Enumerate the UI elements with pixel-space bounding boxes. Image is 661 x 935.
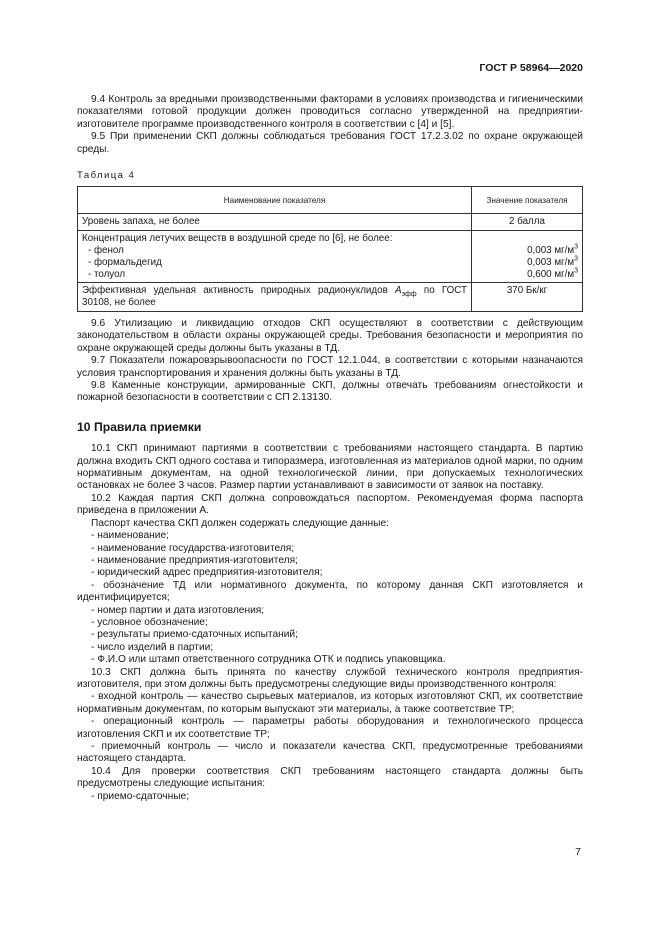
table-header-row [78, 187, 583, 214]
table-row [78, 214, 583, 231]
list-item: - наименование государства-изготовителя; [91, 542, 295, 554]
list-item: - результаты приемо-сдаточных испытаний; [91, 629, 298, 641]
page-number: 7 [575, 846, 581, 858]
list-item: - обозначение ТД или нормативного документа, по которому данная СКП изготовляется и идентифицируется; [77, 579, 583, 604]
list-item: - операционный контроль — параметры работы оборудования и технологического процесса изготовления СКП и их соответствие ТР; [77, 716, 583, 740]
table-row [78, 283, 583, 312]
table-cell-value [472, 231, 583, 283]
substance-phenol: - фенол [88, 245, 124, 257]
table-caption: Таблица 4 [77, 170, 136, 182]
paragraph-9-8: 9.8 Каменные конструкции, армированные СКП, должны отвечать требованиям огнестойкости и пожарной безопасности в соответствии с СП 2.13130. [77, 380, 583, 404]
paragraph-10-2: 10.2 Каждая партия СКП должна сопровождаться паспортом. Рекомендуемая форма паспорта приведена в приложении А. [77, 492, 583, 517]
table-4 [77, 186, 583, 312]
concentration-label: Концентрация летучих веществ в воздушной среде по [6], не более: [82, 233, 393, 245]
list-item: - условное обозначение; [91, 616, 208, 628]
table-header-value: Значение показателя [472, 187, 583, 214]
list-item: - наименование; [91, 530, 169, 542]
list-item: - наименование предприятия-изготовителя; [91, 554, 298, 566]
paragraph-10-3: 10.3 СКП должна быть принята по качеству службой технического контроля предприятия-изготовителя, при этом должны быть предусмотрены следующие виды производственного контроля: [77, 666, 583, 690]
paragraph-9-6: 9.6 Утилизацию и ликвидацию отходов СКП осуществляют в соответствии с действующим законодательством в области охраны окружающей среды. Требования безопасности и мероприятия по охране окружающей среды должны быть указаны в ТД. [77, 318, 583, 354]
value-formaldehyde: 0,003 $мг/м^3$ [527, 255, 578, 268]
table-cell-name [78, 231, 472, 283]
list-item: - входной контроль — качество сырьевых материалов, из которых изготовляют СКП, их соответствие нормативным документам, по которым выпускают эти материалы, а также соответствие ТР; [77, 691, 583, 715]
section-title: 10 Правила приемки [77, 419, 202, 434]
table-row [78, 231, 583, 283]
substance-toluene: - толуол [88, 268, 126, 280]
list-item: - приемочный контроль — число и показатели качества СКП, предусмотренные требованиями настоящего стандарта. [77, 741, 583, 765]
table-cell-value: 2 балла [472, 214, 583, 231]
substance-formaldehyde: - формальдегид [88, 256, 162, 268]
paragraph-9-4: 9.4 Контроль за вредными производственными факторами в условиях производства и гигиеническими показателями готовой продукции должен проводиться согласно утвержденной на предприятии-изготовителе программе производственного контроля в соответствии с [4] и [5]. [77, 94, 583, 130]
document-header: ГОСТ Р 58964—2020 [479, 62, 583, 74]
table-cell-value: 370 Бк/кг [472, 283, 583, 312]
table-cell-name: Уровень запаха, не более [78, 214, 472, 231]
paragraph-9-7: 9.7 Показатели пожаровзрывоопасности по ГОСТ 12.1.044, в соответствии с которыми назначаются условия транспортирования и хранения должны быть указаны в ТД. [77, 355, 583, 379]
list-item: - Ф.И.О или штамп ответственного сотрудника ОТК и подпись упаковщика. [91, 654, 446, 666]
paragraph-10-4: 10.4 Для проверки соответствия СКП требованиям настоящего стандарта должны быть предусмотрены следующие испытания: [77, 765, 583, 790]
passport-intro: Паспорт качества СКП должен содержать следующие данные: [91, 517, 389, 529]
list-item: - номер партии и дата изготовления; [91, 604, 265, 616]
page-content [77, 94, 583, 803]
paragraph-10-1: 10.1 СКП принимают партиями в соответствии с требованиями настоящего стандарта. В партию должна входить СКП одного состава и типоразмера, изготовленная из материалов одной марки, по одним нормативным документам, на одной технологической линии, при допускаемых технологических остановках не более 3 часов. Размер партии устанавливают в зависимости от заявок на поставку. [77, 443, 583, 492]
table-cell-name: Эффективная удельная активность природных радионуклидов $A_{эфф}$ по ГОСТ 30108, не более [78, 283, 472, 312]
paragraph-9-5: 9.5 При применении СКП должны соблюдаться требования ГОСТ 17.2.3.02 по охране окружающей среды. [77, 131, 583, 155]
list-item: - юридический адрес предприятия-изготовителя; [91, 567, 323, 579]
value-phenol: 0,003 $мг/м^3$ [527, 243, 578, 257]
value-toluene: 0,600 $мг/м^3$ [527, 267, 578, 280]
list-item: - приемо-сдаточные; [91, 790, 190, 802]
table-header-name: Наименование показателя [78, 187, 472, 214]
list-item: - число изделий в партии; [91, 641, 214, 653]
